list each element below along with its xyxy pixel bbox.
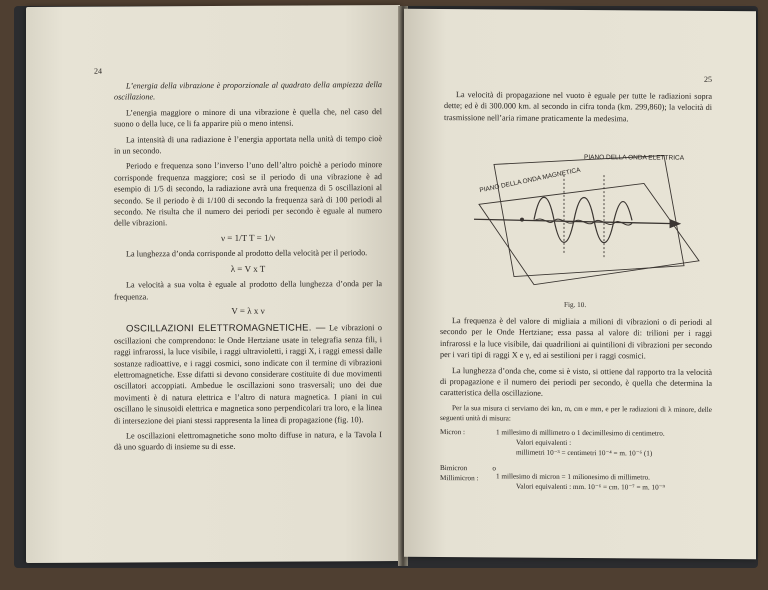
unit-label: Micron : <box>440 427 465 437</box>
electric-sinusoid <box>534 197 632 243</box>
magnetic-sinusoid <box>534 219 632 225</box>
equivalents-values: millimetri 10⁻³ = centimetri 10⁻⁴ = m. 10⁻⁶ (1) <box>516 448 653 458</box>
paragraph: La lunghezza d’onda che, come si è visto, si ottiene dal rapporto tra la velocità di propagazione e il numero dei periodi per secondo, è quella che determina la caratteristica della oscillazione. <box>440 365 712 399</box>
paragraph: La intensità di una radiazione è l’energia apportata nella unità di tempo cioè in un secondo. <box>114 133 382 156</box>
paragraph: La frequenza è del valore di migliaia a milioni di vibrazioni o di periodi al secondo per le Onde Hertziane; essa passa al valore di: trilioni per i raggi infrarossi e la luce visibile, dai quadrilioni ai quintilioni di vibrazioni per secondo per i vari tipi di raggi X e γ, ed ai sestilioni per i raggi cosmici. <box>440 316 712 361</box>
left-page-text <box>114 79 382 457</box>
page-number-left: 24 <box>94 66 102 76</box>
paragraph: Per la sua misura ci serviamo dei km, m, cm e mm, e per le radiazioni di λ minore, delle seguenti unità di misura: <box>440 403 712 423</box>
formula: ν = 1/T T = 1/ν <box>220 232 276 243</box>
unit-definition-text: 1 millesimo di millimetro o 1 decimillesimo di centimetro. <box>496 428 665 438</box>
units-table <box>440 427 712 493</box>
paragraph: Le oscillazioni elettromagnetiche sono molto diffuse in natura, e la Tavola I dà uno sguardo di insieme su di esse. <box>114 430 382 452</box>
figure-10-diagram <box>474 144 704 296</box>
table-row <box>440 457 712 493</box>
formula: λ = V x T <box>230 263 266 274</box>
equivalents-title: Valori equivalenti : <box>516 438 572 447</box>
right-page-intro <box>444 89 712 129</box>
paragraph <box>114 322 382 426</box>
unit-definition <box>496 457 712 493</box>
magnetic-plane <box>479 182 699 286</box>
table-row <box>440 427 712 459</box>
paragraph-text: Le vibrazioni o oscillazioni che comprendono: le Onde Hertziane usate in telegrafia senza fili, i raggi infrarossi, la luce visibile, i raggi ultravioletti, i raggi X, i raggi emessi dalle sostanze radioattive, e i raggi cosmici, sono indicate con il termine di vibrazioni elettromagnetiche. Esse difatti si devono considerare costituite di due movimenti oscillatori accoppiati. Ambedue le oscillazioni sono trasversali; uno dei due movimenti è di natura elettrica e l’altro di natura magnetica. I piani in cui oscillano le sinusoidi elettrica e magnetica sono perpendicolari tra loro, e la linea di intersezione dei piani stessi rappresenta la linea di propagazione (fig. 10). <box>114 323 382 426</box>
formula: V = λ x ν <box>231 305 265 316</box>
electric-plane-label: PIANO DELLA ONDA ELETTRICA <box>584 154 685 162</box>
unit-definition-text: 1 millesimo di micron = 1 milionesimo di millimetro. <box>496 472 650 482</box>
right-page-text <box>440 315 712 493</box>
paragraph: L’energia maggiore o minore di una vibrazione è quella che, nel caso del suono o della luce, ce li fa apparire più o meno intensi. <box>114 106 382 129</box>
paragraph: Periodo e frequenza sono l’inverso l’uno dell’altro poichè a periodo minore corrisponde frequenza maggiore; così se il periodo di una vibrazione è ad esempio di 1/5 di secondo, la radiazione avrà una frequenza di 5 oscillazioni al secondo. Se il periodo è di 1/100 di secondo la frequenza sarà di 100 periodi al secondo. Ne risulta che il numero dei periodi per secondo è eguale al numero delle vibrazioni. <box>114 160 382 228</box>
unit-label: Bimicron o Millimicron : <box>440 463 496 483</box>
paragraph: L’energia della vibrazione è proporzionale al quadrato della ampiezza della oscillazione. <box>114 80 382 102</box>
paragraph: La velocità a sua volta è eguale al prodotto della lunghezza d’onda per la frequenza. <box>114 279 382 302</box>
equivalents-values: Valori equivalenti : mm. 10⁻⁶ = cm. 10⁻⁷ = m. 10⁻⁹ <box>516 482 665 492</box>
unit-definition <box>496 427 712 459</box>
left-page <box>26 5 400 563</box>
section-heading: OSCILLAZIONI ELETTROMAGNETICHE. — <box>126 322 326 335</box>
paragraph: La lunghezza d’onda corrisponde al prodotto della velocità per il periodo. <box>126 248 368 259</box>
right-page <box>404 9 756 559</box>
magnetic-plane-label: PIANO DELLA ONDA MAGNETICA <box>478 166 582 195</box>
page-number-right: 25 <box>704 74 712 84</box>
electric-plane <box>494 154 684 277</box>
source-point <box>520 218 524 222</box>
figure-caption: Fig. 10. <box>564 300 587 310</box>
paragraph: La velocità di propagazione nel vuoto è eguale per tutte le radiazioni sopra dette; ed è di 300.000 km. al secondo in cifra tonda (km. 299,860); la velocità di trasmissione nell’aria rimane praticamente la medesima. <box>444 90 712 124</box>
